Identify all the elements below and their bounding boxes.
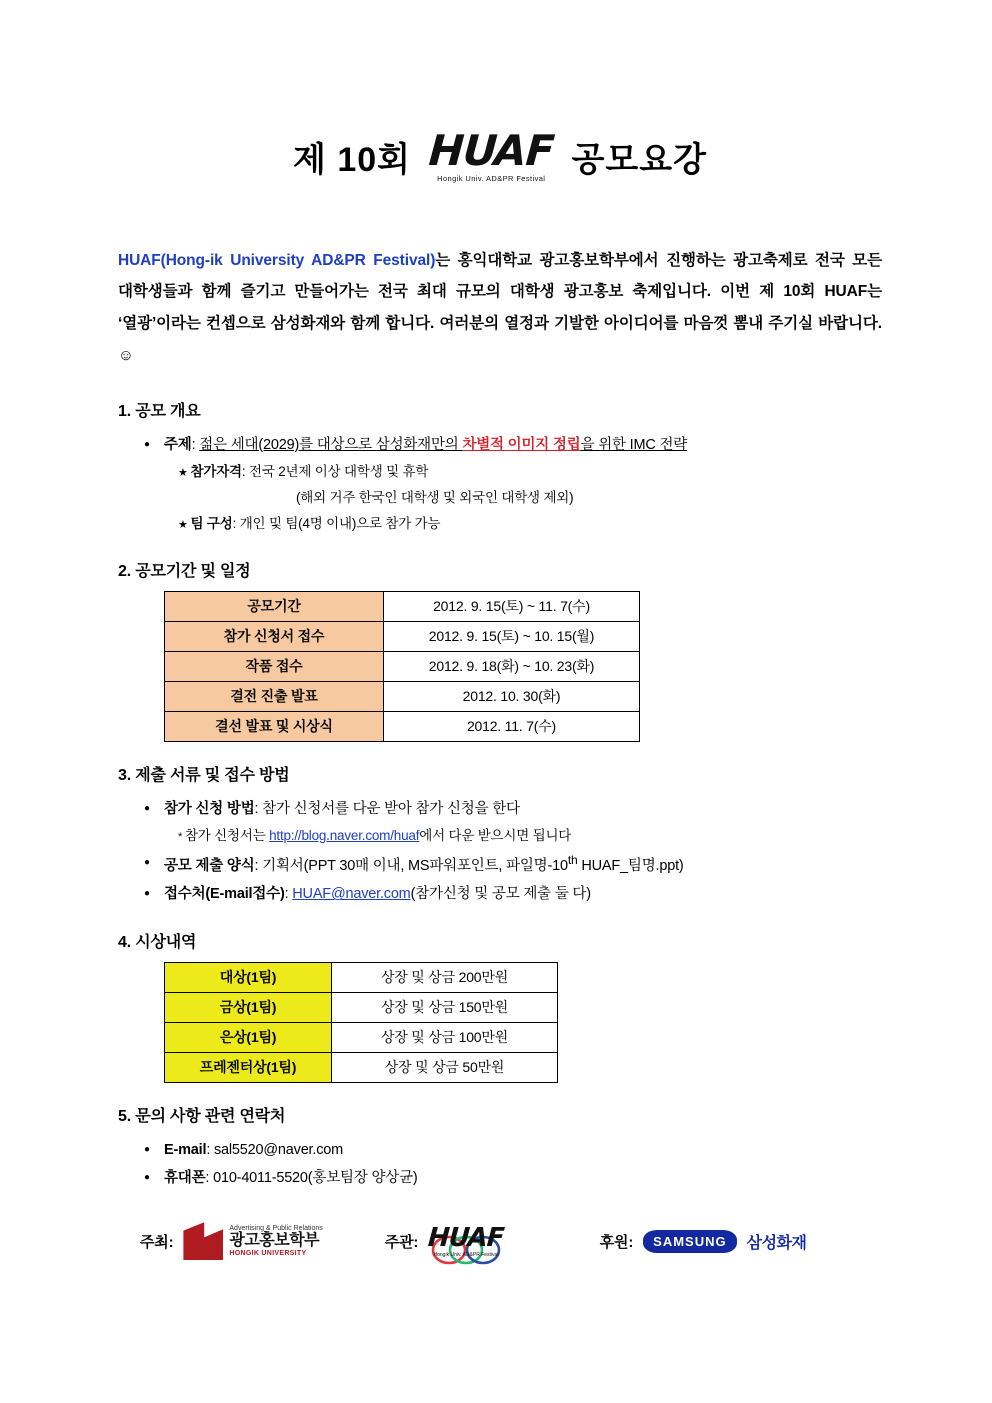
submission-receipt-item bbox=[164, 880, 882, 908]
apply-note-line bbox=[164, 823, 882, 849]
schedule-table-wrap bbox=[118, 591, 882, 742]
section-1-number: 1. bbox=[118, 402, 131, 420]
qualification-value: 전국 2년제 이상 대학생 및 휴학 bbox=[249, 463, 429, 479]
star-icon-2: ★ bbox=[178, 519, 191, 532]
apply-note-post: 에서 다운 받으시면 됩니다 bbox=[419, 828, 572, 844]
team-line bbox=[164, 511, 882, 537]
award-label-2: 은상(1팀) bbox=[165, 1022, 332, 1052]
title-suffix: 공모요강 bbox=[571, 140, 707, 179]
samsung-logo bbox=[643, 1230, 806, 1253]
topic-post: 을 위한 IMC 전략 bbox=[580, 436, 688, 453]
huaf-logo-subtitle: Hongik Univ. AD&PR Festival bbox=[437, 174, 546, 183]
topic-highlight: 차별적 이미지 정립 bbox=[462, 436, 581, 453]
table-row bbox=[165, 992, 558, 1022]
schedule-label-4: 결선 발표 및 시상식 bbox=[165, 711, 384, 741]
submission-format-item bbox=[164, 849, 882, 880]
host-label: 주최: bbox=[140, 1233, 174, 1251]
table-row bbox=[165, 1052, 558, 1082]
intro-part1: 는 홍익대학교 광고홍보학부에서 진행하는 광고축제로 전국 모든 대학생들과 함께 즐기고 만들어가는 전국 최대 규모의 대학생 광고홍보 축제입니다. 이번 제 10회 HUAF는 bbox=[118, 251, 883, 301]
hongik-mark-icon bbox=[183, 1222, 223, 1260]
table-row bbox=[165, 681, 640, 711]
table-row bbox=[165, 1022, 558, 1052]
intro-paragraph bbox=[118, 245, 882, 372]
organizer-label: 주관: bbox=[384, 1233, 419, 1251]
contact-phone-colon: : bbox=[205, 1169, 214, 1186]
organizer-block bbox=[384, 1222, 505, 1258]
schedule-value-2: 2012. 9. 18(화) ~ 10. 23(화) bbox=[384, 651, 640, 681]
schedule-value-4: 2012. 11. 7(수) bbox=[384, 711, 640, 741]
qualification-line bbox=[164, 459, 882, 485]
award-label-3: 프레젠터상(1팀) bbox=[165, 1052, 332, 1082]
schedule-value-0: 2012. 9. 15(토) ~ 11. 7(수) bbox=[384, 591, 640, 621]
apply-colon: : bbox=[254, 800, 263, 817]
submission-apply-item bbox=[164, 795, 882, 823]
section-heading-contact bbox=[118, 1103, 882, 1126]
intro-part2: 이라는 컨셉으로 삼성화재와 함께 합니다. 여러분의 열정과 기발한 아이디어를 마음껏 뽐내 주기실 바랍니다. ☺ bbox=[118, 315, 882, 364]
contact-list bbox=[118, 1136, 882, 1193]
sponsor-label: 후원: bbox=[599, 1233, 634, 1251]
hongik-kr-label: 광고홍보학부 bbox=[229, 1231, 320, 1249]
samsung-kr-label: 삼성화재 bbox=[746, 1234, 807, 1252]
huaf-footer-wordmark: HUAF bbox=[427, 1222, 505, 1253]
section-2-title: 공모기간 및 일정 bbox=[135, 562, 251, 580]
contact-phone-value: 010-4011-5520(홍보팀장 양상균) bbox=[213, 1169, 418, 1186]
topic-colon: : bbox=[191, 436, 200, 453]
topic-pre: 젊은 세대(2029)를 대상으로 삼성화재만의 bbox=[199, 436, 463, 453]
schedule-label-3: 결전 진출 발표 bbox=[165, 681, 384, 711]
award-label-1: 금상(1팀) bbox=[165, 992, 332, 1022]
section-heading-schedule bbox=[118, 558, 882, 581]
section-3-number: 3. bbox=[118, 766, 131, 784]
format-value-sup: th bbox=[567, 853, 578, 868]
huaf-footer-logo bbox=[427, 1222, 505, 1258]
section-2-number: 2. bbox=[118, 562, 131, 580]
team-colon: : bbox=[232, 516, 240, 532]
receipt-label: 접수처(E-mail접수) bbox=[164, 886, 285, 903]
schedule-table bbox=[164, 591, 640, 742]
contact-email-item bbox=[164, 1136, 882, 1164]
section-3-title: 제출 서류 및 접수 방법 bbox=[135, 766, 290, 784]
overview-qualification-item bbox=[164, 459, 882, 512]
apply-value: 참가 신청서를 다운 받아 참가 신청을 한다 bbox=[262, 800, 520, 817]
title-prefix: 제 10회 bbox=[293, 140, 411, 179]
star-icon: ★ bbox=[178, 466, 191, 479]
table-row bbox=[165, 591, 640, 621]
table-row bbox=[165, 962, 558, 992]
star-icon-3: * bbox=[178, 831, 185, 844]
document-title bbox=[118, 126, 882, 183]
huaf-logo-wordmark: HUAF bbox=[427, 126, 556, 175]
qualification-label: 참가자격 bbox=[190, 463, 242, 479]
award-value-3: 상장 및 상금 50만원 bbox=[332, 1052, 558, 1082]
section-heading-awards bbox=[118, 929, 882, 952]
submission-apply-note-item bbox=[164, 823, 882, 849]
receipt-colon: : bbox=[284, 886, 293, 903]
awards-table bbox=[164, 962, 558, 1083]
team-label: 팀 구성 bbox=[190, 516, 233, 532]
section-5-number: 5. bbox=[118, 1107, 131, 1125]
format-value-b: HUAF_팀명.ppt) bbox=[577, 858, 684, 875]
format-label: 공모 제출 양식 bbox=[164, 858, 255, 875]
receipt-note: (참가신청 및 공모 제출 둘 다) bbox=[410, 886, 591, 903]
format-value-a: 기획서(PPT 30매 이내, MS파워포인트, 파일명-10 bbox=[262, 858, 568, 875]
blog-link[interactable]: http://blog.naver.com/huaf bbox=[269, 828, 420, 844]
section-1-title: 공모 개요 bbox=[135, 402, 201, 420]
hongik-univ-label: HONGIK UNIVERSITY bbox=[229, 1249, 307, 1257]
section-heading-submission bbox=[118, 762, 882, 785]
topic-label: 주제 bbox=[164, 436, 192, 453]
section-4-title: 시상내역 bbox=[135, 933, 197, 951]
schedule-label-1: 참가 신청서 접수 bbox=[165, 621, 384, 651]
schedule-value-1: 2012. 9. 15(토) ~ 10. 15(월) bbox=[384, 621, 640, 651]
sponsor-block bbox=[600, 1230, 807, 1253]
section-5-title: 문의 사항 관련 연락처 bbox=[135, 1107, 286, 1125]
table-row bbox=[165, 651, 640, 681]
award-value-2: 상장 및 상금 100만원 bbox=[332, 1022, 558, 1052]
qualification-colon: : bbox=[241, 463, 250, 479]
table-row bbox=[165, 621, 640, 651]
schedule-value-3: 2012. 10. 30(화) bbox=[384, 681, 640, 711]
award-label-0: 대상(1팀) bbox=[165, 962, 332, 992]
host-block bbox=[140, 1222, 323, 1260]
contact-email-colon: : bbox=[206, 1141, 214, 1158]
intro-highlight: ‘열광’ bbox=[118, 315, 157, 333]
award-value-0: 상장 및 상금 200만원 bbox=[332, 962, 558, 992]
hongik-en-label: Advertising & Public Relations bbox=[229, 1225, 323, 1233]
hongik-logo bbox=[183, 1222, 322, 1260]
schedule-label-0: 공모기간 bbox=[165, 591, 384, 621]
email-link[interactable]: HUAF@naver.com bbox=[292, 886, 411, 903]
overview-list bbox=[118, 431, 882, 538]
contact-phone-item bbox=[164, 1164, 882, 1192]
intro-lead: HUAF(Hong-ik University AD&PR Festival) bbox=[118, 251, 436, 269]
section-4-number: 4. bbox=[118, 933, 131, 951]
contact-email-value: sal5520@naver.com bbox=[214, 1141, 344, 1158]
submission-list bbox=[118, 795, 882, 909]
huaf-footer-subtitle: Hongik Univ. AD&PR Festival bbox=[433, 1251, 499, 1258]
footer-logos bbox=[118, 1222, 882, 1260]
contact-email-label: E-mail bbox=[164, 1141, 207, 1158]
section-heading-overview bbox=[118, 398, 882, 421]
contact-phone-label: 휴대폰 bbox=[164, 1169, 206, 1186]
samsung-wordmark: SAMSUNG bbox=[643, 1230, 736, 1253]
huaf-logo bbox=[427, 126, 556, 183]
qualification-note: (해외 거주 한국인 대학생 및 외국인 대학생 제외) bbox=[296, 490, 574, 506]
overview-topic-item bbox=[164, 431, 882, 459]
apply-note-pre: 참가 신청서는 bbox=[184, 828, 270, 844]
format-colon: : bbox=[254, 858, 263, 875]
hongik-text bbox=[229, 1225, 322, 1256]
table-row bbox=[165, 711, 640, 741]
overview-team-item bbox=[164, 511, 882, 537]
award-value-1: 상장 및 상금 150만원 bbox=[332, 992, 558, 1022]
awards-table-wrap bbox=[118, 962, 882, 1083]
schedule-label-2: 작품 접수 bbox=[165, 651, 384, 681]
apply-label: 참가 신청 방법 bbox=[164, 800, 255, 817]
team-value: 개인 및 팀(4명 이내)으로 참가 가능 bbox=[239, 516, 441, 532]
